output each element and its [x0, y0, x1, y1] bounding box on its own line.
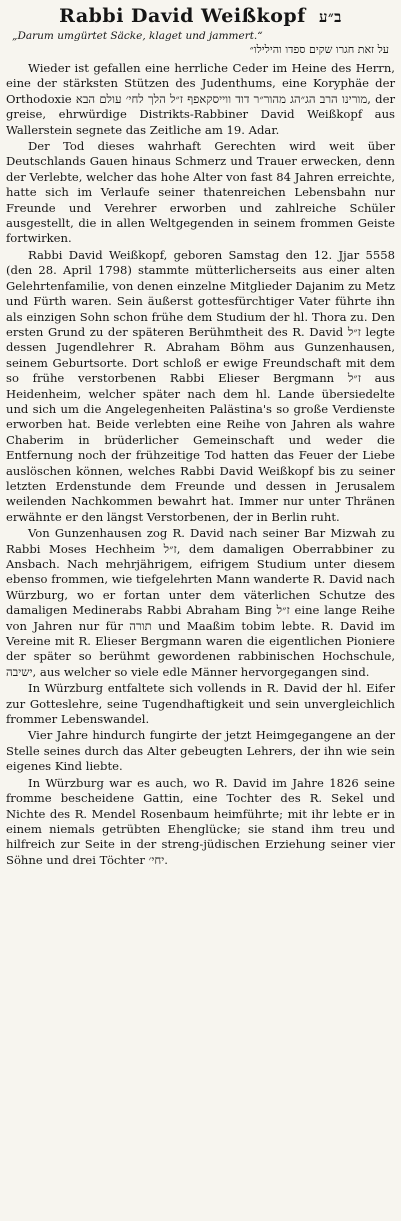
paragraph: In Würzburg war es auch, wo R. David im Jahre 1826 seine fromme bescheidene Gattin, eine Tochter des R. Sekel und Nichte des R. Mendel Rosenbaum heimführte; mit ihr lebte er in einem niemals getrübten Ehenglücke; sie stand ihm treu und hilfreich zur Seite in der streng-jüdischen Erziehung seiner vier Söhne und drei Töchter יחי׳.: [6, 775, 395, 867]
paragraph: Vier Jahre hindurch fungirte der jetzt Heimgegangene an der Stelle seines durch das Alter gebeugten Lehrers, der ihn wie sein eigenes Kind liebte.: [6, 728, 395, 774]
motto-german: „Darum umgürtet Säcke, klaget und jammert.“: [12, 30, 263, 42]
article-title-text: Rabbi David Weißkopf: [59, 5, 306, 27]
motto-hebrew: על זאת חגרו שקים ספדו והילילו״: [249, 43, 389, 56]
article-title-hebrew: ב״ע: [318, 8, 342, 26]
paragraph: Der Tod dieses wahrhaft Gerechten wird weit über Deutschlands Gauen hinaus Schmerz und Trauer erwecken, denn der Verlebte, welcher das hohe Alter von fast 84 Jahren erreichte, hatte sich im Verlaufe seiner thatenreichen Lebensbahn nur Freunde und Verehrer erworben und zahlreiche Schüler ausgestellt, die in allen Weltgegenden in seinem frommen Geiste fortwirken.: [6, 139, 395, 246]
paragraph: Rabbi David Weißkopf, geboren Samstag den 12. Jjar 5558 (den 28. April 1798) stammte mütterlicherseits aus einer alten Gelehrtenfamilie, von denen einzelne Mitglieder Dajanim zu Metz und Fürth waren. Sein äußerst gottesfürchtiger Vater führte ihn als einzigen Sohn schon frühe dem Studium der hl. Thora zu. Den ersten Grund zu der späteren Berühmtheit des R. David ז״ל legte dessen Jugendlehrer R. Abraham Böhm aus Gunzenhausen, seinem Geburtsorte. Dort schloß er ewige Freundschaft mit dem so frühe verstorbenen Rabbi Elieser Bergmann ז״ל aus Heidenheim, welcher später nach dem hl. Lande übersiedelte und sich um die Angelegenheiten Palästina's so große Verdienste erworben hat. Beide verlebten eine Reihe von Jahren als wahre Chaberim in brüderlicher Gemeinschaft und weder die Entfernung noch der frühzeitige Tod hatten das Feuer der Liebe auslöschen können, welches Rabbi David Weißkopf bis zu seiner letzten Erdenstunde dem Freunde und dessen in Jerusalem weilenden Nachkommen bewahrt hat. Immer nur unter Thränen erwähnte er den längst Verstorbenen, der in Berlin ruht.: [6, 247, 396, 524]
article-title: [6, 4, 395, 29]
paragraph: Von Gunzenhausen zog R. David nach seiner Bar Mizwah zu Rabbi Moses Hechheim ז״ל, dem damaligen Oberrabbiner zu Ansbach. Nach mehrjährigem, eifrigem Studium unter diesem ebenso frommen, wie tiefgelehrten Mann wanderte R. David nach Würzburg, wo er fortan unter dem väterlichen Schutze des damaligen Medinerabs Rabbi Abraham Bing ז״ל eine lange Reihe von Jahren nur für תורה und Maaßim tobim lebte. R. David im Vereine mit R. Elieser Bergmann waren die eigentlichen Pioniere der später so berühmt gewordenen rabbinischen Hochschule, ישיבה, aus welcher so viele edle Männer hervorgegangen sind.: [6, 526, 396, 679]
paragraph: In Würzburg entfaltete sich vollends in R. David der hl. Eifer zur Gotteslehre, seine Tugendhaftigkeit und sein unvergleichlich frommer Lebenswandel.: [6, 681, 395, 727]
paragraph: Wieder ist gefallen eine herrliche Ceder im Heine des Herrn, eine der stärksten Stützen des Judenthums, eine Koryphäe der Orthodoxie מורינו הרב הג״הג מהור״ר דוד ווייסקאפף ז״ל הלך לחי׳ עולם הבא, der greise, ehrwürdige Distrikts-Rabbiner David Weißkopf aus Wallerstein segnete das Zeitliche am 19. Adar.: [6, 61, 395, 137]
